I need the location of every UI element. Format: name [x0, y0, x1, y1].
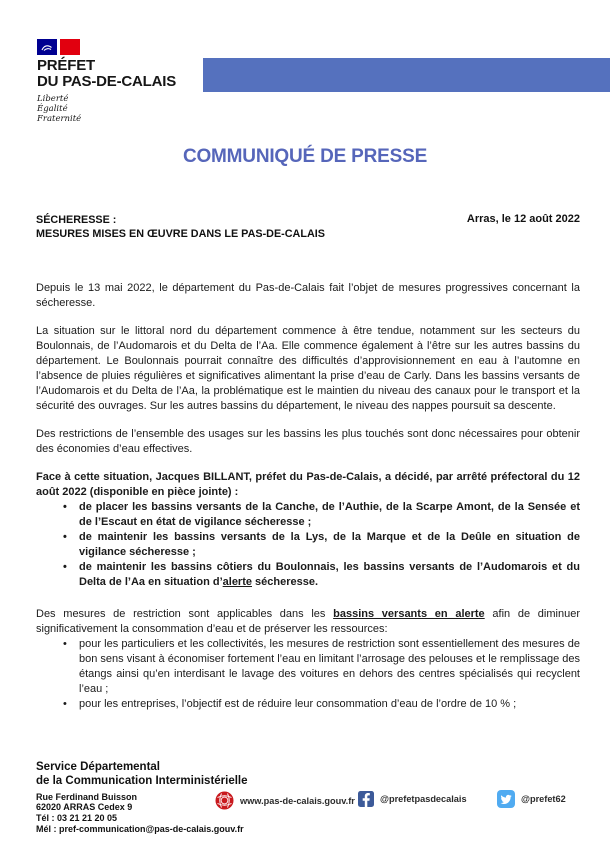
decision-item-text: de maintenir les bassins versants de la Lys, de la Marque et de la Deûle en situation de vigilance sécheresse ;: [79, 531, 580, 558]
alert-basins-emphasis: bassins versants en alerte: [333, 608, 485, 620]
restriction-item-text: pour les entreprises, l’objectif est de réduire leur consommation d’eau de l’ordre de 10 % ;: [79, 698, 517, 710]
subject-line-1: SÉCHERESSE :: [36, 214, 117, 226]
subject-line-2: MESURES MISES EN ŒUVRE DANS LE PAS-DE-CALAIS: [36, 228, 325, 240]
paragraph-measures: [36, 607, 580, 637]
header-accent-bar: [203, 58, 610, 92]
subject-block: [36, 213, 580, 241]
decision-item-text: de placer les bassins versants de la Canche, de l’Authie, de la Scarpe Amont, de la Sensée et de l’Escaut en état de vigilance sécheresse ;: [79, 501, 580, 528]
paragraph-prefect-decision: Face à cette situation, Jacques BILLANT, préfet du Pas-de-Calais, a décidé, par arrêté préfectoral du 12 août 2022 (disponible en pièce jointe) :: [36, 471, 580, 498]
facebook-icon: [358, 791, 374, 807]
alerte-underlined-word: alerte: [222, 576, 252, 588]
paragraph-restrictions-need: Des restrictions de l’ensemble des usages sur les bassins les plus touchés sont donc nécessaires pour obtenir des économies d’eau effectives.: [36, 428, 580, 455]
motto-liberte: Liberté: [37, 94, 69, 104]
subject-lines: [36, 213, 325, 241]
motto-fraternite: Fraternité: [37, 113, 82, 124]
address-email[interactable]: Mél : pref-communication@pas-de-calais.gouv.fr: [36, 823, 244, 834]
service-line-2: de la Communication Interministérielle: [36, 774, 248, 787]
decision-item-alerte: [36, 560, 580, 590]
dateline: Arras, le 12 août 2022: [466, 213, 580, 225]
address-phone: Tél : 03 21 21 20 05: [36, 813, 118, 824]
facebook-link[interactable]: [358, 791, 467, 807]
website-url: www.pas-de-calais.gouv.fr: [240, 795, 355, 806]
service-name: [36, 761, 248, 789]
french-flag-icon: [37, 39, 80, 55]
restriction-item-text: pour les particuliers et les collectivités, les mesures de restriction sont essentiellement des mesures de bon sens visant à économiser fortement l’eau en limitant l’arrosage des pelouses et le remplissage des étangs ainsi qu’en interdisant le lavage des voitures en dehors des centres spécialisés qui recyclent l’eau ;: [79, 638, 580, 695]
restriction-item-particuliers: [36, 637, 580, 697]
marianne-rosette-icon: [215, 791, 234, 810]
decision-item-text-pre: de maintenir les bassins côtiers du Boulonnais, les bassins versants de l’Audomarois et du Delta de l’Aa en situation d’: [79, 561, 580, 588]
social-links-row: [0, 789, 610, 813]
restriction-item-entreprises: [36, 697, 580, 712]
logo-department-line: DU PAS-DE-CALAIS: [37, 72, 177, 90]
address-city: 62020 ARRAS Cedex 9: [36, 802, 133, 813]
decision-item-vigilance-placement: [36, 500, 580, 530]
motto-egalite: Égalité: [37, 103, 68, 114]
measures-text-pre: Des mesures de restriction sont applicables dans les: [36, 608, 334, 620]
address-street: Rue Ferdinand Buisson: [36, 791, 138, 802]
logo-prefet-line: PRÉFET: [37, 57, 95, 74]
twitter-link[interactable]: [497, 790, 566, 808]
restriction-list: [36, 637, 580, 712]
twitter-icon: [497, 790, 515, 808]
body-content: [36, 281, 580, 712]
republic-motto: [37, 95, 176, 124]
paragraph-situation: La situation sur le littoral nord du département commence à être tendue, notamment sur les secteurs du Boulonnais, de l’Audomarois et du Delta de l’Aa. Elle commence également à l’être sur les autres bassins du département. Le Boulonnais pourrait connaître des difficultés d’approvisionnement en eau à l’automne en l’absence de pluies régulières et significatives alimentant la prise d’eau de Carly. Dans les bassins versants de l’Audomarois et du Delta de l’Aa, la problématique est le maintien du niveau des canaux pour le transport et la sécurité des ouvrages. Sur les autres bassins du département, le niveau des nappes poursuit sa descente.: [36, 325, 580, 412]
logo-wordmark: [37, 58, 176, 89]
decision-item-text-post: sécheresse.: [252, 576, 319, 588]
paragraph-intro: Depuis le 13 mai 2022, le département du Pas-de-Calais fait l’objet de mesures progressives concernant la sécheresse.: [36, 282, 580, 309]
service-line-1: Service Départemental: [36, 761, 161, 773]
facebook-handle: @prefetpasdecalais: [380, 794, 467, 804]
decision-list: [36, 500, 580, 590]
measures-text-post: afin de diminuer significativement la consommation d’eau et de préserver les ressources:: [36, 608, 580, 635]
decision-item-vigilance-maintain: [36, 530, 580, 560]
press-release-title: COMMUNIQUÉ DE PRESSE: [182, 146, 428, 167]
prefecture-logo: [37, 39, 176, 124]
website-link[interactable]: [215, 791, 355, 810]
twitter-handle: @prefet62: [521, 794, 566, 804]
